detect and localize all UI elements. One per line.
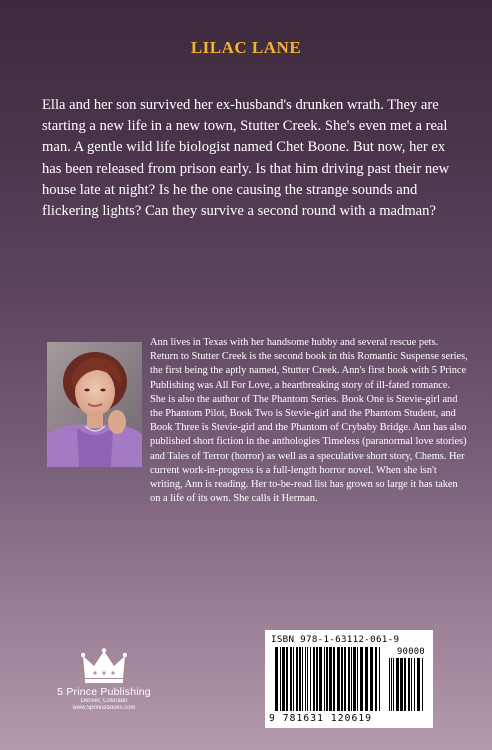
isbn-barcode bbox=[265, 630, 433, 728]
publisher-logo bbox=[56, 648, 152, 712]
crown-icon bbox=[81, 648, 127, 684]
author-bio: Ann lives in Texas with her handsome hubby and several rescue pets. Return to Stutter Creek is the second book in this Romantic Suspense series, the first being the aptly named, Stutter Creek. Ann's first book with 5 Prince Publishing was All For Love, a heartbreaking story of ill-fated romance. She is also the author of The Phantom Series. Book One is Stevie-girl and the Phantom Pilot, Book Two is Stevie-girl and the Phantom Student, and Book Three is Stevie-girl and the Phantom of Crybaby Bridge. Ann has also published short fiction in the anthologies Timeless (paranormal love stories) and Tales of Terror (horror) as well as a speculative short story, Chems. Her current work-in-progress is a full-length horror novel. When she isn't writing, Ann is reading. Her to-be-read list has grown so large it has taken on a life of its own. She calls it Herman. bbox=[150, 337, 468, 505]
publisher-website: www.5princebooks.com bbox=[72, 705, 136, 711]
book-blurb: Ella and her son survived her ex-husband's drunken wrath. They are starting a new life in a new town, Stutter Creek. She's even met a real man. A gentle wild life biologist named Chet Boone. But now, her ex has been released from prison early. Is that him driving past their new house late at night? Is he the one causing the strange sounds and flickering lights? Can they survive a second round with a madman? bbox=[42, 97, 450, 220]
author-photo bbox=[47, 342, 142, 467]
publisher-location: Denver, Colorado bbox=[80, 698, 128, 704]
book-title: LILAC LANE bbox=[190, 38, 302, 57]
ean-barcode-bars bbox=[275, 647, 383, 711]
isbn-number: ISBN 978-1-63112-061-9 bbox=[271, 634, 400, 645]
addon-barcode-bars bbox=[389, 658, 427, 711]
price-code: 90000 bbox=[397, 647, 425, 657]
publisher-name: 5 Prince Publishing bbox=[57, 686, 151, 698]
ean-number: 9 781631 120619 bbox=[269, 713, 373, 724]
